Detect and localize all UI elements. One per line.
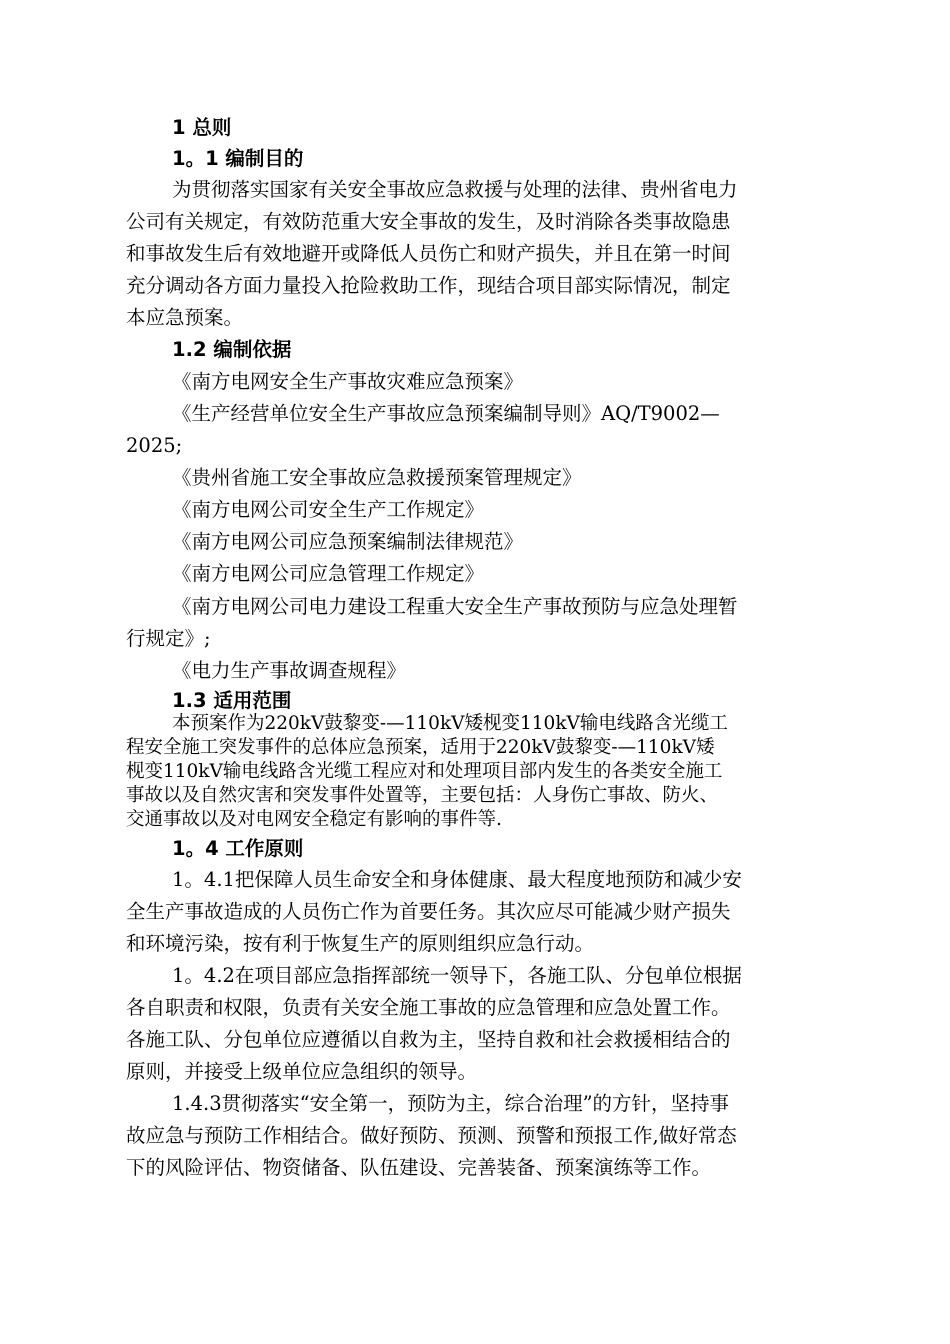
paragraph-line: 下的风险评估、物资储备、队伍建设、完善装备、预案演练等工作。 (126, 1156, 712, 1179)
paragraph-line: 和环境污染，按有利于恢复生产的原则组织应急行动。 (126, 932, 595, 955)
reference-item: 《南方电网公司应急管理工作规定》 (172, 562, 485, 585)
paragraph-line: 1.4.3贯彻落实“安全第一，预防为主，综合治理”的方针，坚持事 (172, 1092, 730, 1115)
paragraph-line: 本预案作为220kV鼓黎变-—110kV矮枧变110kV输电线路含光缆工 (172, 713, 728, 734)
paragraph-line: 充分调动各方面力量投入抢险救助工作，现结合项目部实际情况，制定 (126, 274, 731, 297)
reference-item: 《电力生产事故调查规程》 (172, 659, 407, 682)
paragraph-line: 全生产事故造成的人员伤亡作为首要任务。其次应尽可能减少财产损失 (126, 900, 731, 923)
paragraph-line: 枧变110kV输电线路含光缆工程应对和处理项目部内发生的各类安全施工 (126, 761, 723, 782)
reference-item-continued: 2025; (126, 434, 183, 457)
paragraph-line: 公司有关规定，有效防范重大安全事故的发生，及时消除各类事故隐患 (126, 210, 731, 233)
paragraph-line: 各施工队、分包单位应遵循以自救为主，坚持自救和社会救援相结合的 (126, 1028, 731, 1051)
paragraph-line: 1。4.2在项目部应急指挥部统一领导下，各施工队、分包单位根据 (172, 964, 742, 987)
paragraph-line: 本应急预案。 (126, 306, 244, 329)
paragraph-line: 原则，并接受上级单位应急组织的领导。 (126, 1060, 478, 1083)
paragraph-line: 交通事故以及对电网安全稳定有影响的事件等. (126, 809, 502, 830)
paragraph-line: 程安全施工突发事件的总体应急预案，适用于220kV鼓黎变-—110kV矮 (126, 737, 715, 758)
section-heading-purpose: 1。1 编制目的 (172, 147, 304, 170)
section-heading-basis: 1.2 编制依据 (172, 338, 292, 361)
paragraph-line: 1。4.1把保障人员生命安全和身体健康、最大程度地预防和减少安 (172, 868, 742, 891)
paragraph-line: 事故以及自然灾害和突发事件处置等，主要包括：人身伤亡事故、防火、 (126, 785, 719, 806)
paragraph-line: 和事故发生后有效地避开或降低人员伤亡和财产损失，并且在第一时间 (126, 242, 731, 265)
reference-item: 《南方电网公司电力建设工程重大安全生产事故预防与应急处理暂 (172, 595, 738, 618)
chapter-heading: 1 总则 (172, 116, 232, 139)
paragraph-line: 为贯彻落实国家有关安全事故应急救援与处理的法律、贵州省电力 (172, 178, 738, 201)
reference-item-continued: 行规定》; (126, 627, 211, 650)
reference-item: 《贵州省施工安全事故应急救援预案管理规定》 (172, 466, 582, 489)
reference-item: 《南方电网公司应急预案编制法律规范》 (172, 530, 524, 553)
reference-item: 《南方电网安全生产事故灾难应急预案》 (172, 370, 524, 393)
section-heading-principles: 1。4 工作原则 (172, 837, 304, 860)
paragraph-line: 故应急与预防工作相结合。做好预防、预测、预警和预报工作,做好常态 (126, 1124, 737, 1147)
reference-item: 《南方电网公司安全生产工作规定》 (172, 498, 485, 521)
section-heading-scope: 1.3 适用范围 (172, 689, 292, 712)
paragraph-line: 各自职责和权限，负责有关安全施工事故的应急管理和应急处置工作。 (126, 996, 731, 1019)
reference-item: 《生产经营单位安全生产事故应急预案编制导则》AQ/T9002— (172, 402, 720, 425)
